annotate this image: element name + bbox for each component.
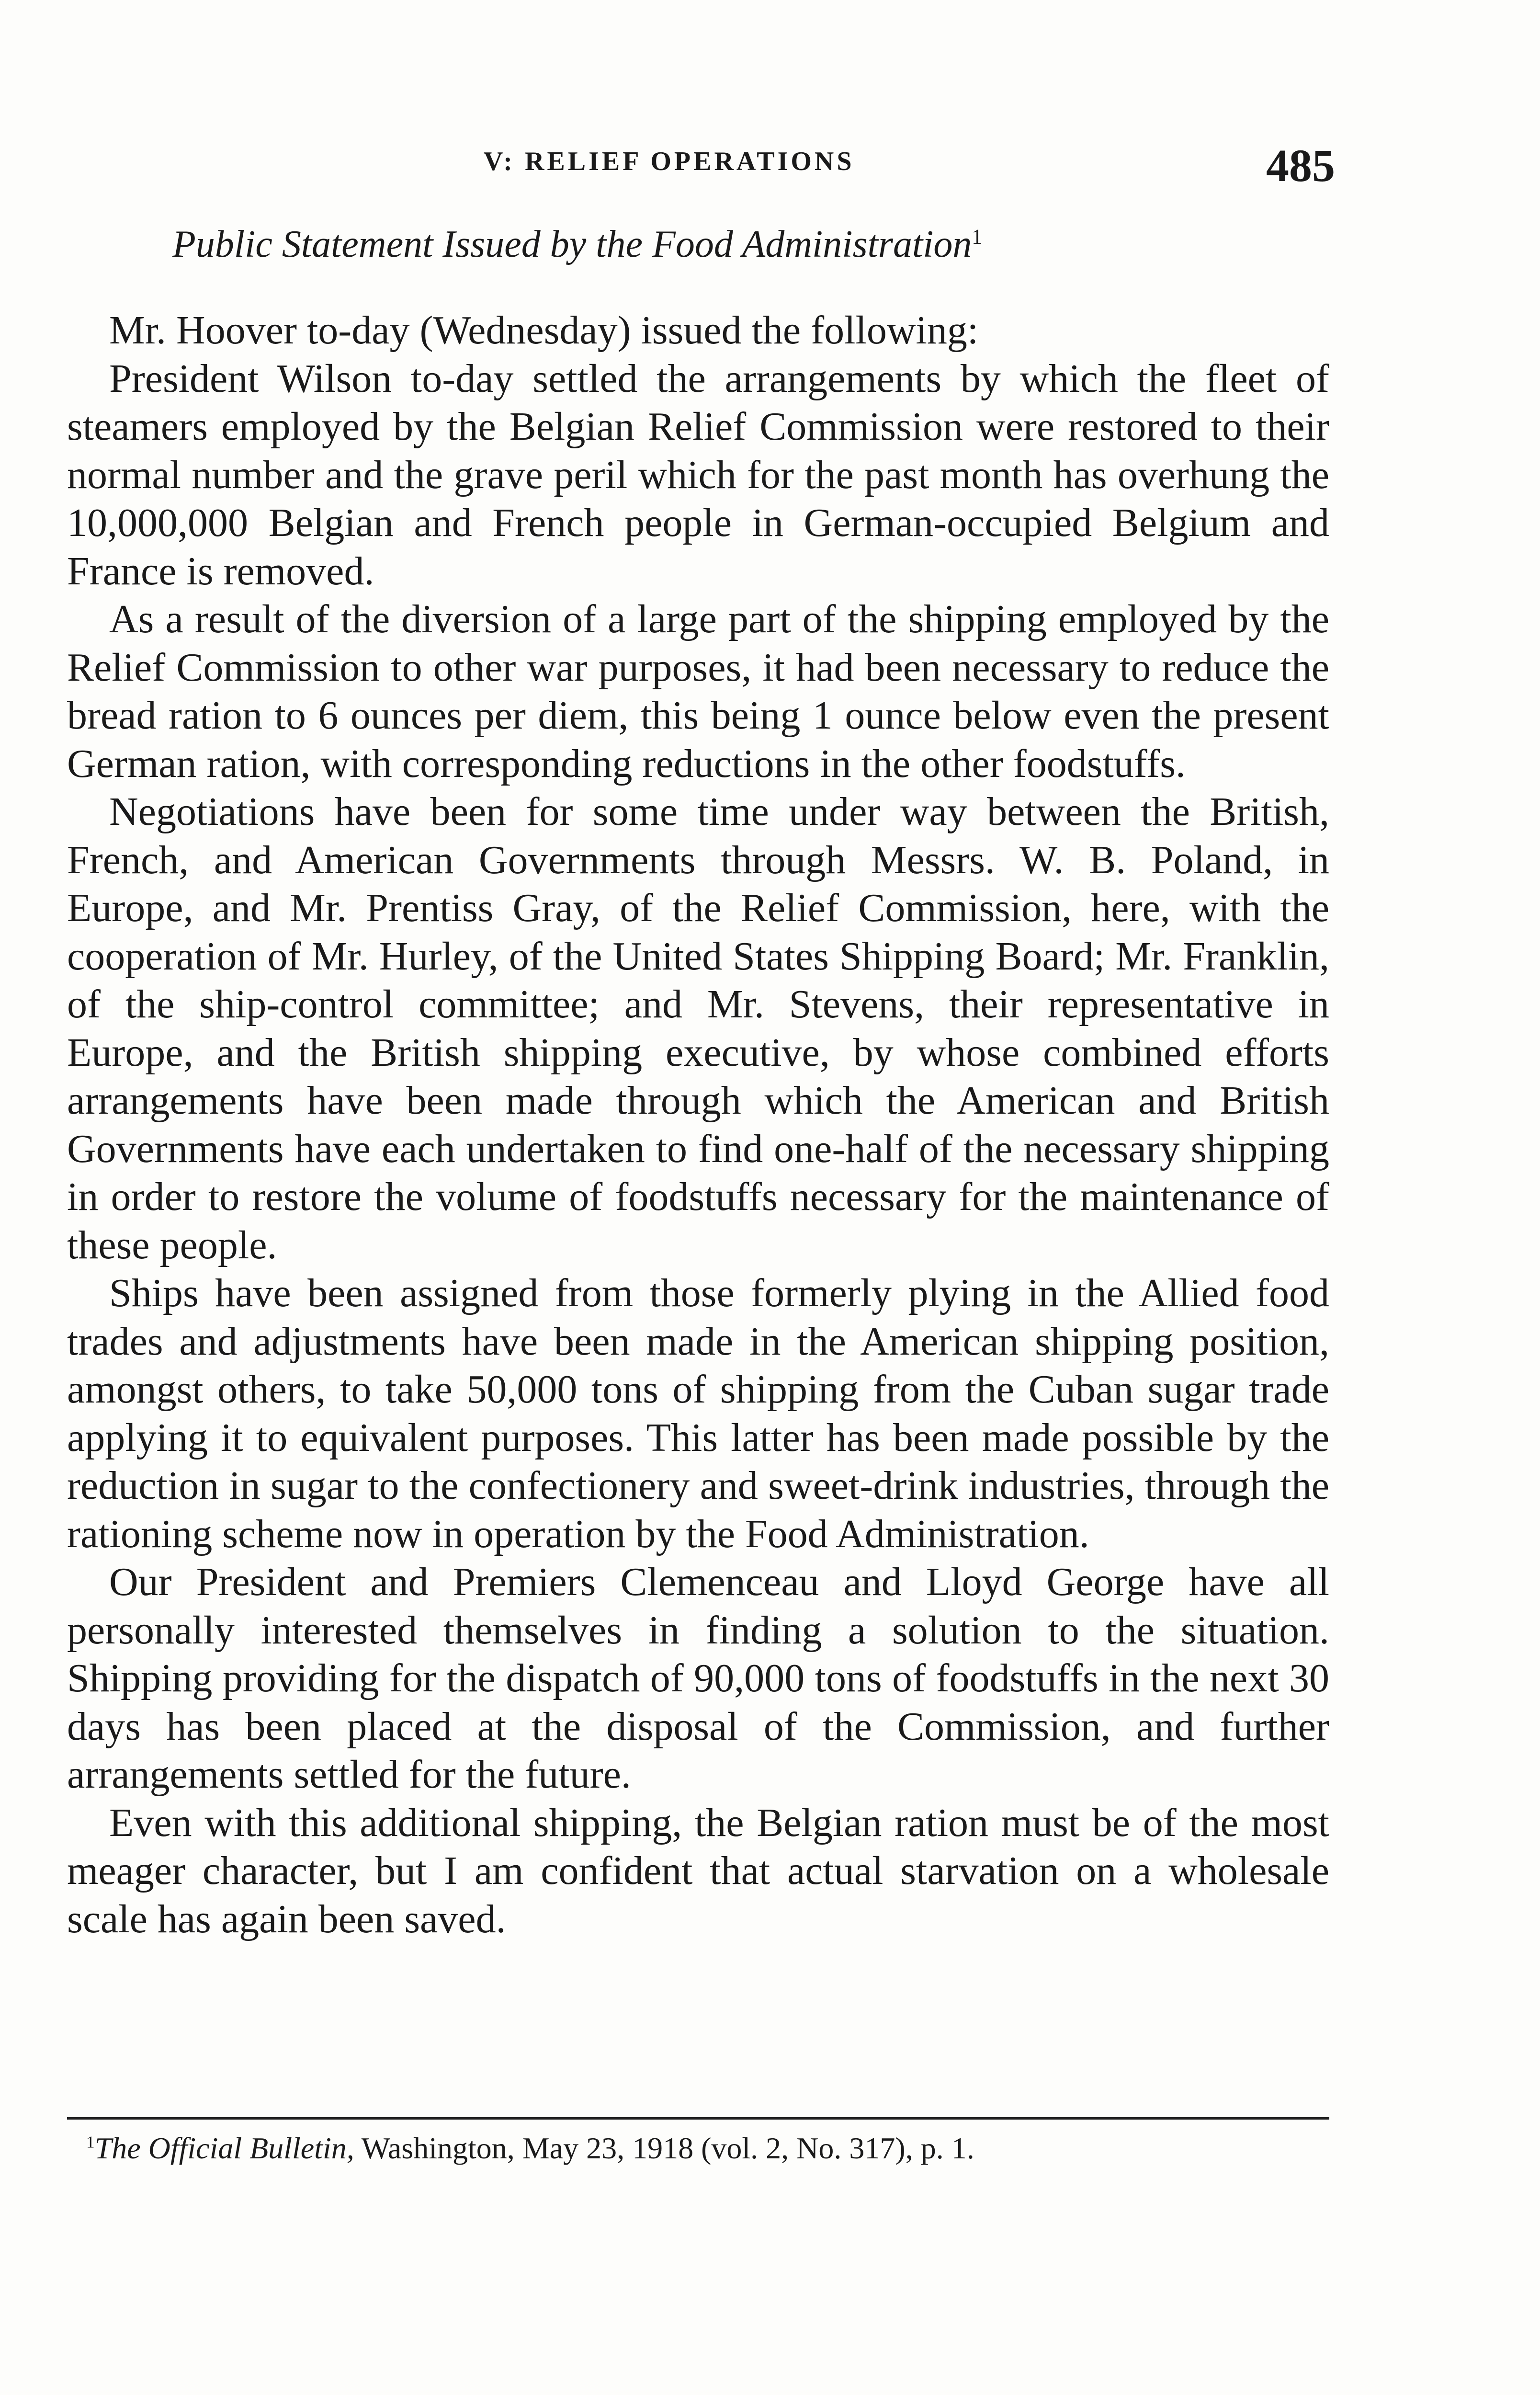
footnote-reference: 1: [972, 225, 983, 249]
footnote-publication-title: The Official Bulletin,: [94, 2131, 354, 2165]
paragraph: Even with this additional shipping, the Belgian ration must be of the most meager character, but I am confident that actual starvation on a wholesale scale has again been saved.: [67, 1800, 1329, 1941]
footnote: [86, 2129, 1329, 2167]
footnote-divider: [67, 2117, 1329, 2120]
paragraph: Negotiations have been for some time under way between the British, French, and American Governments through Messrs. W. B. Poland, in Europe, and Mr. Prentiss Gray, of the Relief Commission, here, with the cooperation of Mr. Hurley, of the United States Shipping Board; Mr. Franklin, of the ship-control committee; and Mr. Stevens, their representative in Europe, and the British shipping executive, by whose combined efforts arrangements have been made through which the American and British Governments have each undertaken to find one-half of the necessary shipping in order to restore the volume of foodstuffs necessary for the maintenance of these people.: [67, 789, 1329, 1267]
paragraph: Mr. Hoover to-day (Wednesday) issued the following:: [109, 308, 979, 353]
running-head: V: RELIEF OPERATIONS: [484, 147, 855, 176]
paragraph: Our President and Premiers Clemenceau and Lloyd George have all personally interested themselves in finding a solution to the situation. Shipping providing for the dispatch of 90,000 tons of foodstuffs in the next 30 days has been placed at the disposal of the Commission, and further arrangements settled for the future.: [67, 1560, 1329, 1797]
body-text: [67, 307, 1329, 1943]
footnote-marker: 1: [86, 2133, 95, 2152]
paragraph: As a result of the diversion of a large part of the shipping employed by the Relief Commission to other war purposes, it had been necessary to reduce the bread ration to 6 ounces per diem, this being 1 ounce below even the present German ration, with corresponding reductions in the other foodstuffs.: [67, 597, 1329, 786]
footnote-citation: Washington, May 23, 1918 (vol. 2, No. 317), p. 1.: [354, 2131, 974, 2165]
paragraph: President Wilson to-day settled the arrangements by which the fleet of steamers employed by the Belgian Relief Commission were restored to their normal number and the grave peril which for the past month has overhung the 10,000,000 Belgian and French people in German-occupied Belgium and France is removed.: [67, 356, 1329, 593]
paragraph: Ships have been assigned from those formerly plying in the Allied food trades and adjustments have been made in the American shipping position, amongst others, to take 50,000 tons of shipping from the Cuban sugar trade applying it to equivalent purposes. This latter has been made possible by the reduction in sugar to the confectionery and sweet-drink industries, through the rationing scheme now in operation by the Food Administration.: [67, 1271, 1329, 1556]
section-title-text: Public Statement Issued by the Food Administration: [172, 223, 972, 265]
page-number: 485: [1266, 140, 1335, 191]
section-title: [172, 223, 982, 266]
